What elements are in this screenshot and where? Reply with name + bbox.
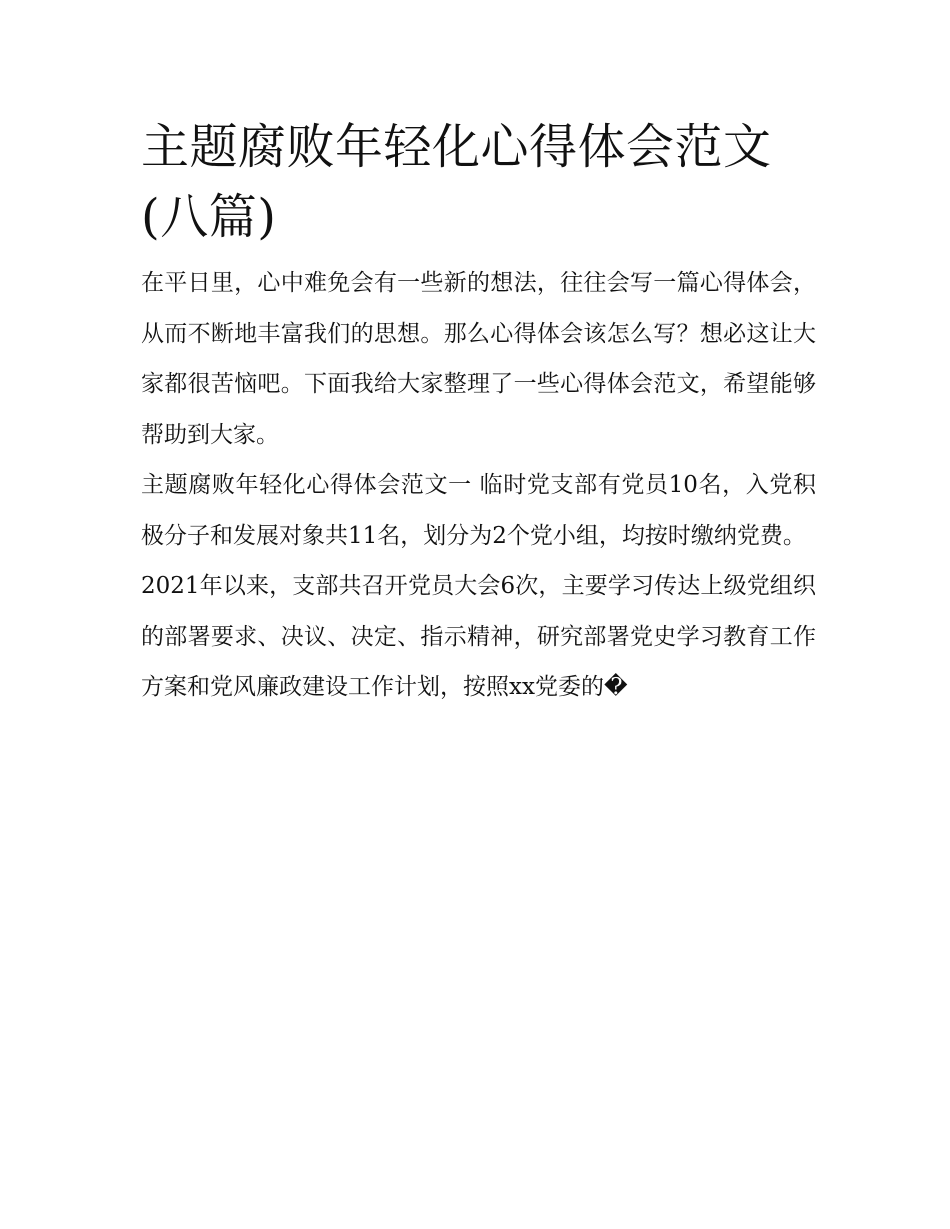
- paragraph-sample-one: 主题腐败年轻化心得体会范文一 临时党支部有党员10名，入党积极分子和发展对象共11名，划分为2个党小组，均按时缴纳党费。: [141, 472, 816, 549]
- document-title: 主题腐败年轻化心得体会范文(八篇): [141, 119, 772, 245]
- paragraph-intro: 在平日里，心中难免会有一些新的想法，往往会写一篇心得体会，从而不断地丰富我们的思想。那么心得体会该怎么写？想必这让大家都很苦恼吧。下面我给大家整理了一些心得体会范文，希望能够帮助到大家。: [141, 270, 816, 448]
- paragraph-meetings: 2021年以来，支部共召开党员大会6次，主要学习传达上级党组织的部署要求、决议、决定、指示精神，研究部署党史学习教育工作方案和党风廉政建设工作计划，按照xx党委的�: [141, 573, 816, 700]
- document-body: [141, 112, 816, 713]
